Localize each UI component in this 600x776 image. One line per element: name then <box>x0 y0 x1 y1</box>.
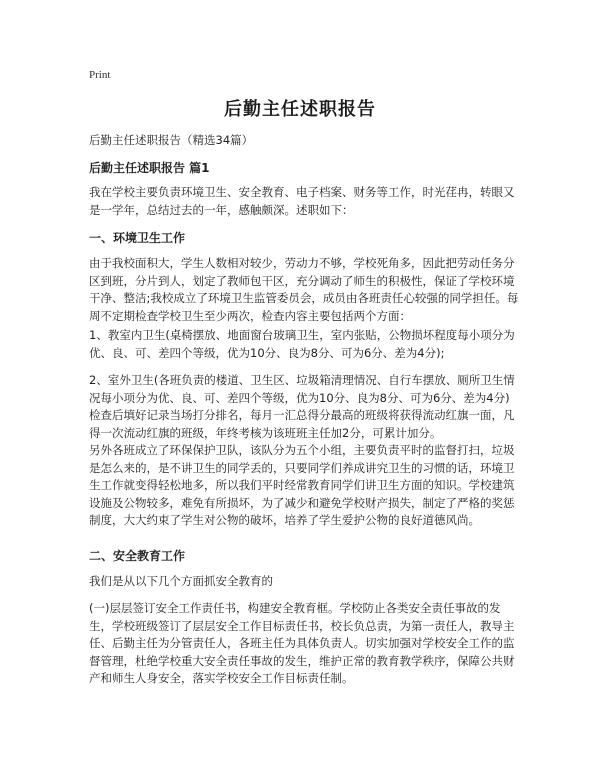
paragraph-environment-guard: 另外各班成立了环保保护卫队，该队分为五个小组，主要负责平时的监督打扫，垃圾是怎么来的，是不讲卫生的同学丢的，只要同学们养成讲究卫生的习惯的话，环境卫生工作就变得轻松地多，所以我们平时经常教育同学们讲卫生方面的知识。学校建筑设施及公物较多，难免有所损坏，为了减少和避免学校财产损失，制定了严格的奖惩制度，大大约束了学生对公物的破坏，培养了学生爱护公物的良好道德风尚。 <box>89 443 515 527</box>
document-title: 后勤主任述职报告 <box>224 99 376 120</box>
heading-safety: 二、安全教育工作 <box>89 549 186 563</box>
paragraph-environment-1: 由于我校面积大，学生人数相对较少，劳动力不够，学校死角多，因此把劳动任务分区到班，分片到人，划定了教师包干区，充分调动了师生的积极性，保证了学校环境干净、整洁;我校成立了环境卫生监管委员会，成员由各班责任心较强的同学担任。每周不定期检查学校卫生至少两次，检查内容主要包括两个方面： <box>89 256 519 323</box>
paragraph-safety-responsibility: (一)层层签订安全工作责任书，构建安全教育框。学校防止各类安全责任事故的发生，学校班级签订了层层安全工作目标责任书，校长负总责，为第一责任人，教导主任、后勤主任为分管责任人，各班主任为具体负责人。切实加强对学校安全工作的监督管理，杜绝学校重大安全责任事故的发生，维护正常的教育教学秩序，保障公共财产和师生人身安全，落实学校安全工作目标责任制。 <box>89 601 515 685</box>
print-label: Print <box>89 69 111 81</box>
section-title: 后勤主任述职报告 篇1 <box>89 161 210 175</box>
paragraph-outdoor-hygiene: 2、室外卫生(各班负责的楼道、卫生区、垃圾箱清理情况、自行车摆放、厕所卫生情况每小项分为优、良、可、差四个等级，优为10分、良为8分、可为6分、差为4分)检查后填好记录当场打分排名，每月一汇总得分最高的班级将获得流动红旗一面，凡得一次流动红旗的班级，年终考核为该班班主任加2分，可累计加分。 <box>89 373 515 440</box>
document-subtitle: 后勤主任述职报告（精选34篇） <box>89 133 254 147</box>
paragraph-indoor-hygiene: 1、教室内卫生(桌椅摆放、地面窗台玻璃卫生，室内张贴，公物损坏程度每小项分为优、良、可、差四个等级，优为10分、良为8分、可为6分、差为4分); <box>89 328 515 360</box>
heading-environment: 一、环境卫生工作 <box>89 231 186 245</box>
paragraph-safety-intro: 我们是从以下几个方面抓安全教育的 <box>89 574 273 588</box>
intro-paragraph: 我在学校主要负责环境卫生、安全教育、电子档案、财务等工作，时光荏冉，转眼又是一学年，总结过去的一年，感触颇深。述职如下： <box>89 185 515 217</box>
